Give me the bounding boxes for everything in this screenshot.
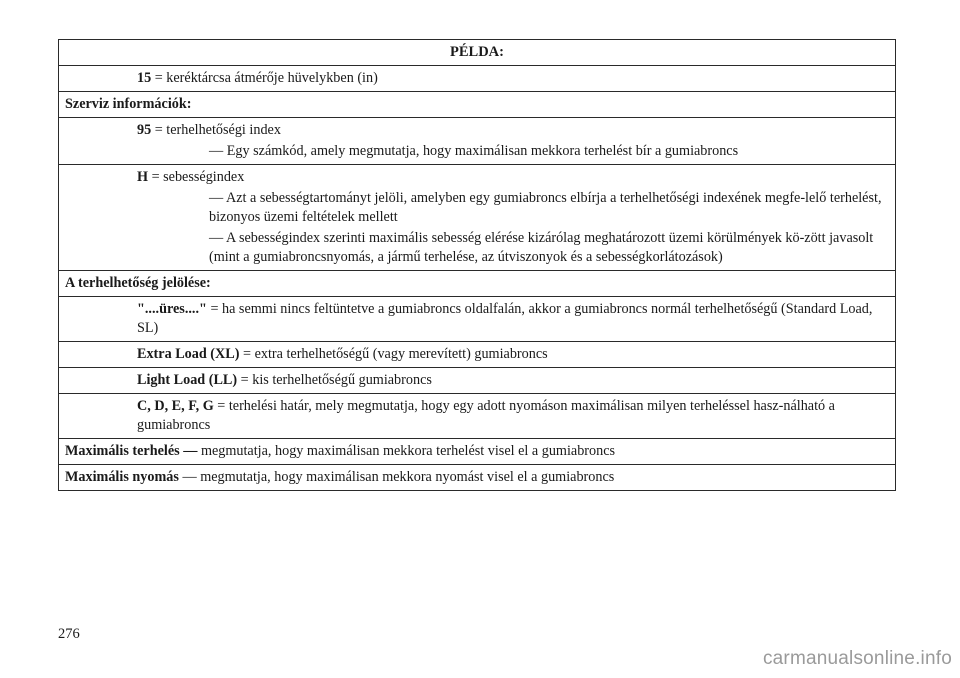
speed-index-line xyxy=(137,168,889,187)
empty-text: = ha semmi nincs feltüntetve a gumiabroncs oldalfalán, akkor a gumiabroncs normál terhelhetőségű (Standard Load, SL) xyxy=(137,301,873,336)
watermark: carmanualsonline.info xyxy=(762,648,952,669)
max-pressure-row xyxy=(59,465,896,491)
table-title: PÉLDA: xyxy=(59,40,896,66)
speed-index-detail-2: — A sebességindex szerinti maximális sebesség elérése kizárólag meghatározott üzemi körülmények kö-zött javasolt (mint a gumiabroncsnyomás, a jármű terhelése, az útviszonyok és a sebességkorlátozások) xyxy=(209,230,874,265)
xl-row xyxy=(59,342,896,368)
xl-code: Extra Load (XL) xyxy=(137,346,240,362)
table-row xyxy=(59,439,896,465)
table-row xyxy=(59,92,896,118)
max-load-label: Maximális terhelés — xyxy=(65,443,198,459)
ll-code: Light Load (LL) xyxy=(137,372,238,388)
tire-info-table xyxy=(58,39,896,491)
table-row xyxy=(59,368,896,394)
empty-row xyxy=(59,297,896,342)
table-row xyxy=(59,40,896,66)
speed-index-row xyxy=(59,165,896,271)
speed-index-code: H xyxy=(137,169,149,185)
empty-code: "....üres...." xyxy=(137,301,207,317)
speed-index-detail-1: — Azt a sebességtartományt jelöli, amelyben egy gumiabroncs elbírja a terhelhetőségi indexének megfe-lelő terhelést, bizonyos üzemi feltételek mellett xyxy=(209,190,882,225)
rim-code: 15 xyxy=(137,70,152,86)
load-index-row xyxy=(59,118,896,165)
ll-text: = kis terhelhetőségű gumiabroncs xyxy=(237,372,432,388)
ll-row xyxy=(59,368,896,394)
xl-text: = extra terhelhetőségű (vagy merevített) gumiabroncs xyxy=(239,346,548,362)
load-marking-heading: A terhelhetőség jelölése: xyxy=(59,271,896,297)
load-index-detail: — Egy számkód, amely megmutatja, hogy maximálisan mekkora terhelést bír a gumiabroncs xyxy=(209,143,739,159)
table-row xyxy=(59,118,896,165)
cdefg-text: = terhelési határ, mely megmutatja, hogy egy adott nyomáson maximálisan milyen terheléssel hasz-nálható a gumiabroncs xyxy=(137,398,835,433)
table-row xyxy=(59,394,896,439)
table-row xyxy=(59,165,896,271)
table-row xyxy=(59,465,896,491)
page-number: 276 xyxy=(58,626,80,642)
max-pressure-label: Maximális nyomás xyxy=(65,469,179,485)
rim-text: = keréktárcsa átmérője hüvelykben (in) xyxy=(151,70,378,86)
table-row xyxy=(59,297,896,342)
load-index-text: = terhelhetőségi index xyxy=(151,122,281,138)
service-heading: Szerviz információk: xyxy=(59,92,896,118)
table-row xyxy=(59,271,896,297)
max-pressure-text: — megmutatja, hogy maximálisan mekkora nyomást visel el a gumiabroncs xyxy=(178,469,615,485)
rim-row xyxy=(59,66,896,92)
table-row xyxy=(59,342,896,368)
load-index-line xyxy=(137,121,889,140)
table-row xyxy=(59,66,896,92)
max-load-text: megmutatja, hogy maximálisan mekkora terhelést visel el a gumiabroncs xyxy=(197,443,616,459)
cdefg-code: C, D, E, F, G xyxy=(137,398,214,414)
speed-index-text: = sebességindex xyxy=(148,169,245,185)
max-load-row xyxy=(59,439,896,465)
cdefg-row xyxy=(59,394,896,439)
load-index-code: 95 xyxy=(137,122,152,138)
